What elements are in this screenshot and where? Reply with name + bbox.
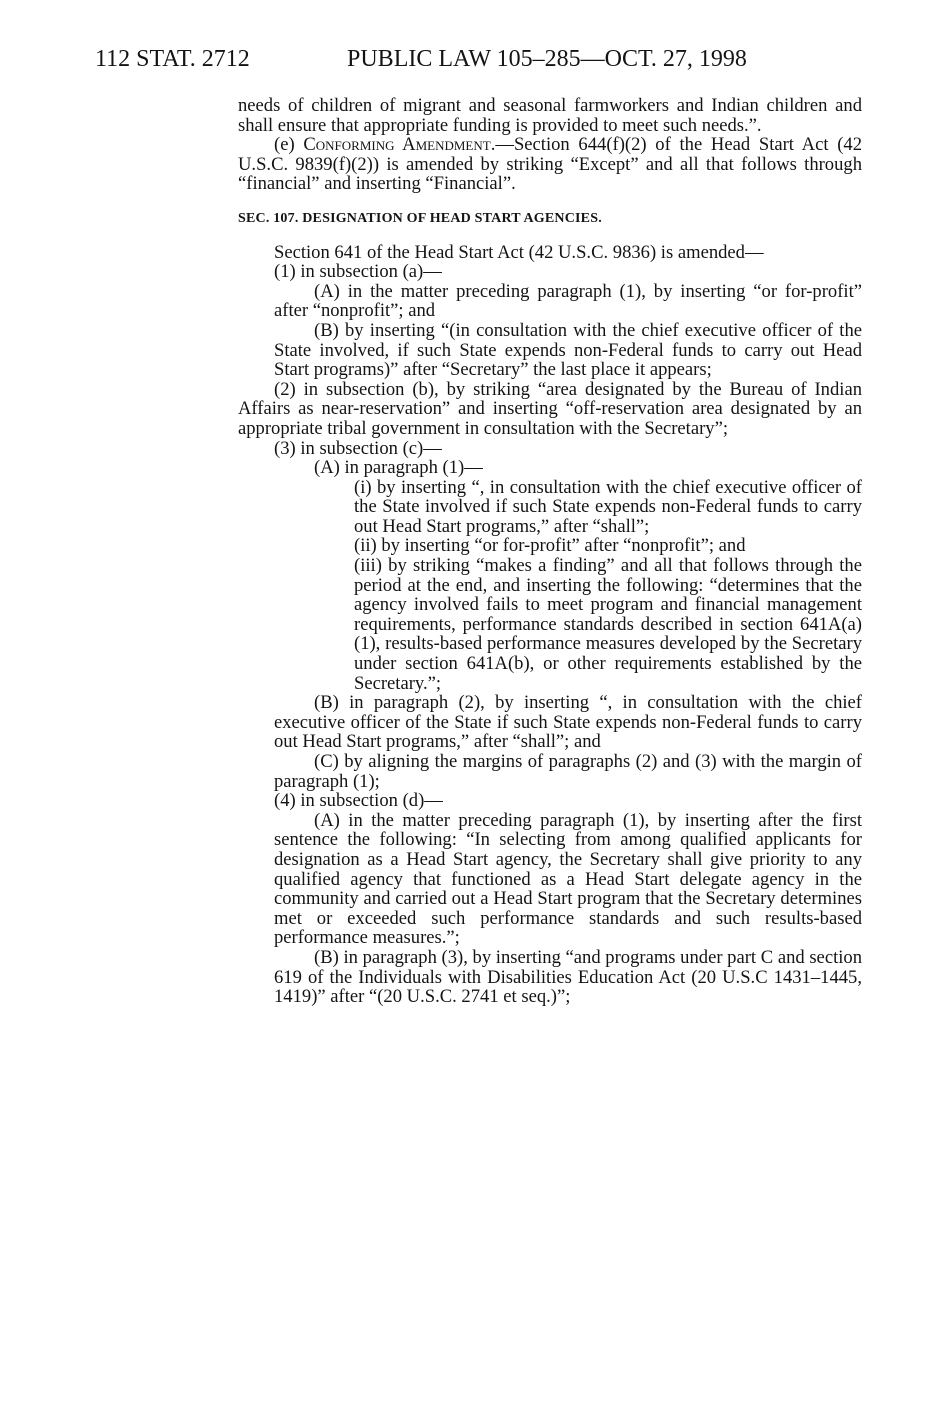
- item-3Aii: (ii) by inserting “or for-profit” after “nonprofit”; and: [354, 535, 746, 557]
- item-3: (3) in subsection (c)—: [274, 437, 442, 459]
- item-3Ai: (i) by inserting “, in consultation with the chief executive officer of the State involved if such State expends non-Federal funds to carry out Head Start programs,” after “shall”;: [354, 476, 862, 537]
- continued-paragraph: needs of children of migrant and seasonal farmworkers and Indian children and shall ensure that appropriate funding is provided to meet such needs.”.: [238, 95, 862, 136]
- section-heading: SEC. 107. DESIGNATION OF HEAD START AGENCIES.: [238, 210, 602, 226]
- paragraph-e-label: (e): [274, 134, 304, 156]
- item-1A: (A) in the matter preceding paragraph (1), by inserting “or for-profit” after “nonprofit”; and: [274, 280, 862, 322]
- item-3B: (B) in paragraph (2), by inserting “, in consultation with the chief executive officer of the State if such State expends non-Federal funds to carry out Head Start programs,” after “shall”; and: [274, 692, 862, 753]
- section-intro: Section 641 of the Head Start Act (42 U.S.C. 9836) is amended—: [274, 241, 764, 263]
- paragraph-e-heading: Conforming Amendment.: [303, 134, 496, 156]
- paragraph-e-text: —Section 644(f)(2) of the Head Start Act (42 U.S.C. 9839(f)(2)) is amended by striking “Except” and all that follows through “financial” and inserting “Financial”.: [238, 134, 862, 195]
- item-4: (4) in subsection (d)—: [274, 790, 443, 812]
- item-3C: (C) by aligning the margins of paragraphs (2) and (3) with the margin of paragraph (1);: [274, 751, 862, 792]
- item-4B: (B) in paragraph (3), by inserting “and programs under part C and section 619 of the Individuals with Disabilities Education Act (20 U.S.C 1431–1445, 1419)” after “(20 U.S.C. 2741 et seq.)”;: [274, 946, 862, 1008]
- item-1: (1) in subsection (a)—: [274, 261, 442, 283]
- document-body: [238, 96, 862, 1007]
- item-1B: (B) by inserting “(in consultation with the chief executive officer of the State involved, if such State expends non-Federal funds to carry out Head Start programs)” after “Secretary” the last place it appears;: [274, 319, 862, 381]
- item-3Aiii: (iii) by striking “makes a finding” and all that follows through the period at the end, and inserting the following: “determines that the agency involved fails to meet program and financial management requirements, performance standards described in section 641A(a)(1), results-based performance measures developed by the Secretary under section 641A(b), or other requirements established by the Secretary.”;: [354, 555, 862, 694]
- item-4A: (A) in the matter preceding paragraph (1), by inserting after the first sentence the following: “In selecting from among qualified applicants for designation as a Head Start agency, the Secretary shall give priority to any qualified agency that functioned as a Head Start delegate agency in the community and carried out a Head Start program that the Secretary determines met or exceeded such performance standards and such results-based performance measures.”;: [274, 809, 862, 949]
- law-citation: PUBLIC LAW 105–285—OCT. 27, 1998: [347, 46, 747, 72]
- stat-citation: 112 STAT. 2712: [95, 46, 250, 72]
- item-3A: (A) in paragraph (1)—: [314, 457, 483, 479]
- item-2: (2) in subsection (b), by striking “area designated by the Bureau of Indian Affairs as near-reservation” and inserting “off-reservation area designated by an appropriate tribal government in consultation with the Secretary”;: [238, 378, 862, 439]
- paragraph-e: [238, 135, 862, 194]
